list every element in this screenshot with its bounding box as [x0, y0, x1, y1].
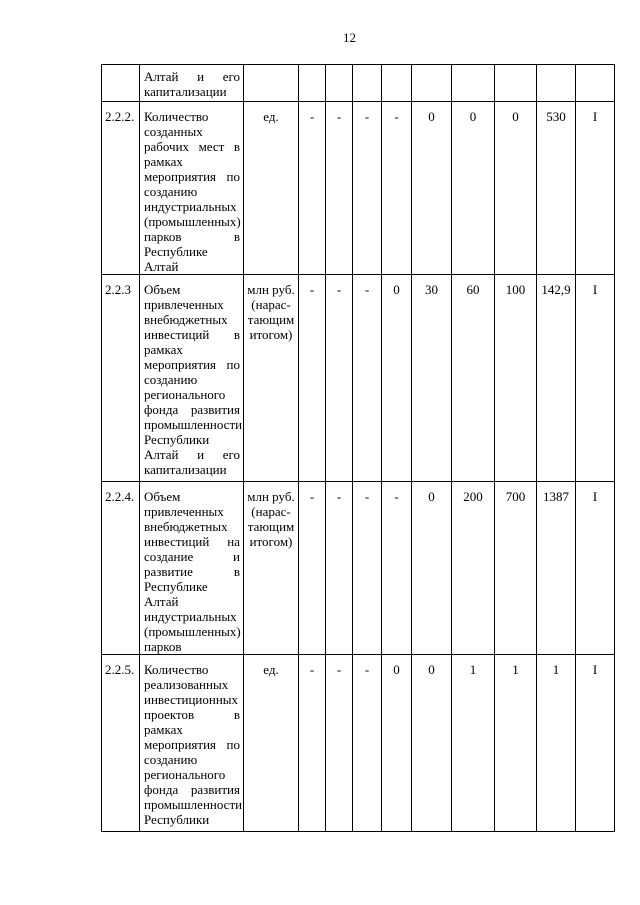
description-line: рамках [144, 342, 183, 357]
description-line: Алтай и его [144, 69, 240, 84]
row-number-cell [102, 65, 140, 102]
description-line: инвестиционных [144, 692, 239, 707]
value-cell [537, 65, 576, 102]
row-number-cell: 2.2.2. [102, 102, 140, 275]
unit-line: итогом) [249, 327, 293, 342]
value-cell: - [299, 655, 326, 832]
row-number-cell: 2.2.5. [102, 655, 140, 832]
unit-line: млн руб. [247, 489, 295, 504]
value-cell [576, 65, 615, 102]
description-line: созданных [144, 124, 203, 139]
description-line: парков в [144, 229, 240, 244]
value-cell: 1 [495, 655, 537, 832]
description-line: капитализации [144, 84, 227, 99]
indicator-table [101, 64, 615, 832]
description-line: рамках [144, 722, 183, 737]
description-line: привлеченных [144, 297, 224, 312]
value-cell: 0 [412, 655, 452, 832]
description-line: Республики [144, 812, 210, 827]
value-cell [382, 65, 412, 102]
table-row [102, 65, 615, 102]
unit-line: тающим [247, 312, 295, 327]
value-cell [353, 65, 382, 102]
description-cell [140, 655, 244, 832]
description-line: Республике [144, 244, 208, 259]
value-cell: I [576, 275, 615, 482]
description-line: создание и [144, 549, 240, 564]
row-number-cell: 2.2.4. [102, 482, 140, 655]
unit-cell [244, 482, 299, 655]
description-line: Количество [144, 662, 209, 677]
description-line: (промышленных) [144, 214, 241, 229]
description-line: внебюджетных [144, 312, 228, 327]
unit-line: (нарас- [251, 504, 291, 519]
value-cell: 142,9 [537, 275, 576, 482]
description-line: Объем [144, 282, 181, 297]
value-cell: 0 [382, 655, 412, 832]
description-line: созданию [144, 752, 198, 767]
description-line: мероприятия по [144, 169, 240, 184]
value-cell: 1387 [537, 482, 576, 655]
table-row [102, 275, 615, 482]
value-cell: 0 [412, 102, 452, 275]
value-cell: - [382, 482, 412, 655]
unit-cell [244, 655, 299, 832]
value-cell: - [326, 482, 353, 655]
table-row [102, 482, 615, 655]
description-line: мероприятия по [144, 737, 240, 752]
value-cell: - [353, 102, 382, 275]
description-cell [140, 482, 244, 655]
description-line: рамках [144, 154, 183, 169]
description-line: созданию [144, 372, 198, 387]
description-line: индустриальных [144, 609, 237, 624]
value-cell: - [326, 275, 353, 482]
table-row [102, 102, 615, 275]
value-cell: - [326, 102, 353, 275]
description-line: Республике [144, 579, 208, 594]
unit-cell [244, 65, 299, 102]
description-line: Алтай [144, 259, 179, 274]
value-cell [299, 65, 326, 102]
description-line: фонда развития [144, 782, 240, 797]
unit-line: ед. [263, 662, 279, 677]
description-line: Алтай [144, 594, 179, 609]
description-line: привлеченных [144, 504, 224, 519]
value-cell: 0 [412, 482, 452, 655]
unit-line: млн руб. [247, 282, 295, 297]
description-line: развитие в [144, 564, 240, 579]
unit-line: (нарас- [251, 297, 291, 312]
unit-line: итогом) [249, 534, 293, 549]
indicator-table-body [102, 65, 615, 832]
description-line: фонда развития [144, 402, 240, 417]
value-cell [452, 65, 495, 102]
table-row [102, 655, 615, 832]
value-cell: - [299, 482, 326, 655]
unit-cell [244, 102, 299, 275]
value-cell: 0 [495, 102, 537, 275]
value-cell: 100 [495, 275, 537, 482]
description-line: индустриальных [144, 199, 237, 214]
description-line: мероприятия по [144, 357, 240, 372]
description-line: инвестиций в [144, 327, 240, 342]
value-cell: - [299, 275, 326, 482]
value-cell: - [299, 102, 326, 275]
value-cell: 30 [412, 275, 452, 482]
description-line: инвестиций на [144, 534, 240, 549]
value-cell: 60 [452, 275, 495, 482]
description-line: промышленности [144, 797, 243, 812]
description-line: капитализации [144, 462, 227, 477]
value-cell: - [353, 482, 382, 655]
value-cell [326, 65, 353, 102]
value-cell: 0 [382, 275, 412, 482]
description-line: внебюджетных [144, 519, 228, 534]
unit-line: тающим [247, 519, 295, 534]
value-cell: I [576, 102, 615, 275]
description-cell [140, 65, 244, 102]
unit-cell [244, 275, 299, 482]
description-line: регионального [144, 767, 226, 782]
description-line: рабочих мест в [144, 139, 240, 154]
description-line: Алтай и его [144, 447, 240, 462]
value-cell: 700 [495, 482, 537, 655]
row-number-cell: 2.2.3 [102, 275, 140, 482]
value-cell: 1 [537, 655, 576, 832]
unit-line: ед. [263, 109, 279, 124]
value-cell: 1 [452, 655, 495, 832]
description-cell [140, 102, 244, 275]
value-cell [412, 65, 452, 102]
value-cell: 0 [452, 102, 495, 275]
value-cell: - [353, 655, 382, 832]
description-line: созданию [144, 184, 198, 199]
value-cell: - [326, 655, 353, 832]
value-cell: 530 [537, 102, 576, 275]
description-line: Объем [144, 489, 181, 504]
value-cell: 200 [452, 482, 495, 655]
value-cell [495, 65, 537, 102]
value-cell: - [382, 102, 412, 275]
description-line: промышленности [144, 417, 243, 432]
description-line: парков [144, 639, 182, 654]
description-cell [140, 275, 244, 482]
value-cell: I [576, 482, 615, 655]
value-cell: I [576, 655, 615, 832]
description-line: (промышленных) [144, 624, 241, 639]
description-line: регионального [144, 387, 226, 402]
description-line: реализованных [144, 677, 229, 692]
description-line: проектов в [144, 707, 240, 722]
value-cell: - [353, 275, 382, 482]
description-line: Количество [144, 109, 209, 124]
description-line: Республики [144, 432, 210, 447]
page-number: 12 [343, 30, 356, 45]
